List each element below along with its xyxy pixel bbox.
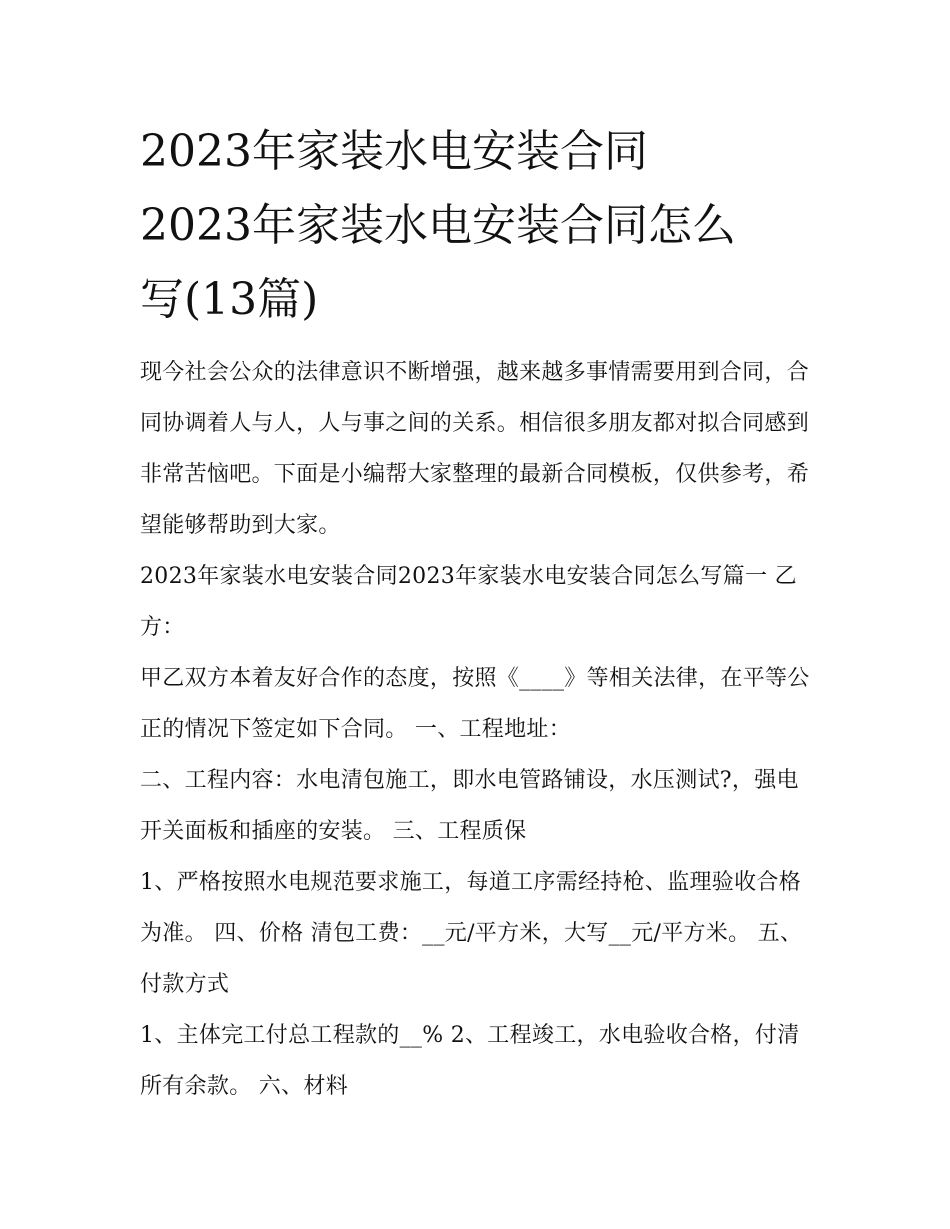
document-page: [140, 115, 820, 1112]
payment-paragraph: 1、主体完工付总工程款的__% 2、工程竣工，水电验收合格，付清所有余款。 六、材料: [140, 1023, 800, 1099]
agreement-paragraph: 甲乙双方本着友好合作的态度，按照《____》等相关法律，在平等公正的情况下签定如下合同。 一、工程地址：: [140, 666, 810, 742]
work-content-paragraph: 二、工程内容：水电清包施工，即水电管路铺设，水压测试?，强电开关面板和插座的安装。 三、工程质保: [140, 768, 799, 844]
document-title: [140, 115, 820, 337]
intro-paragraph: 现今社会公众的法律意识不断增强，越来越多事情需要用到合同，合同协调着人与人，人与事之间的关系。相信很多朋友都对拟合同感到非常苦恼吧。下面是小编帮大家整理的最新合同模板，仅供参考，希望能够帮助到大家。: [140, 360, 810, 538]
title-line-1: 2023年家装水电安装合同: [140, 126, 648, 177]
title-line-3: 写(13篇): [140, 274, 319, 325]
quality-price-paragraph: 1、严格按照水电规范要求施工，每道工序需经持枪、监理验收合格为准。 四、价格 清包工费：__元/平方米，大写__元/平方米。 五、付款方式: [140, 870, 803, 997]
contract-heading-paragraph: 2023年家装水电安装合同2023年家装水电安装合同怎么写篇一 乙方：: [140, 564, 797, 640]
title-line-2: 2023年家装水电安装合同怎么: [140, 200, 736, 251]
